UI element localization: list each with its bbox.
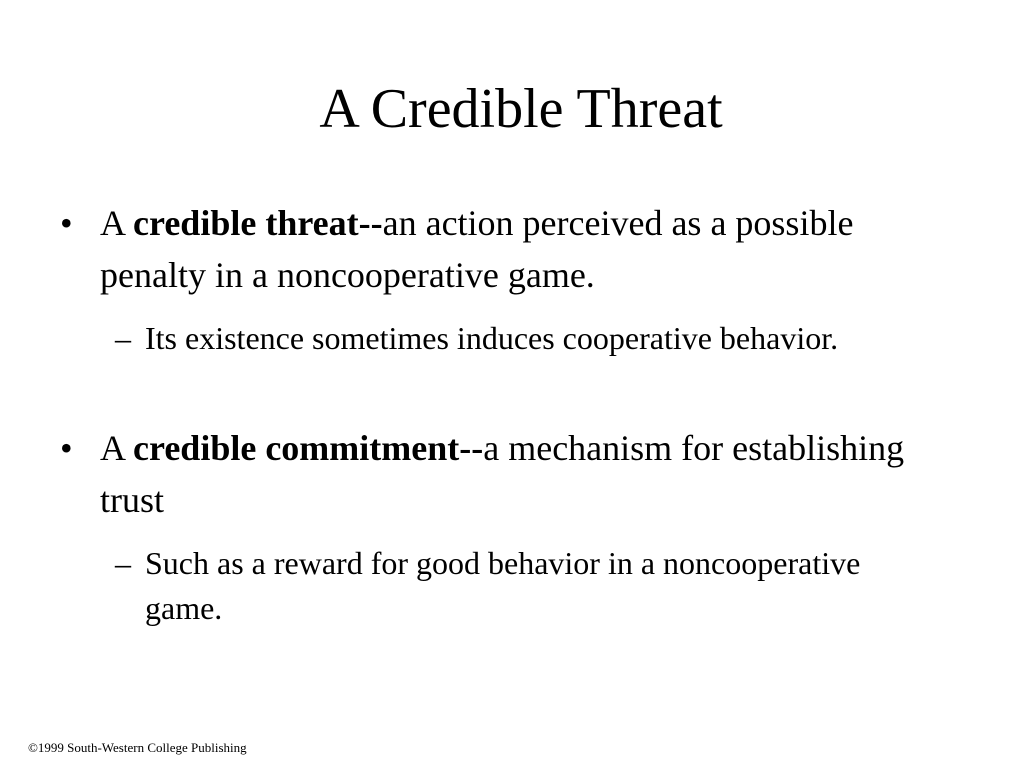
bullet-definition: a mechanism for establishing trust — [100, 428, 905, 520]
sub-bullet-reward — [115, 541, 895, 631]
bullet-prefix: A — [100, 428, 134, 468]
bullet-marker: • — [60, 428, 73, 468]
bullet-credible-commitment — [60, 422, 920, 526]
bullet-text — [100, 197, 920, 301]
sub-bullet-text: Its existence sometimes induces cooperative behavior. — [145, 320, 839, 356]
sub-bullet-text: Such as a reward for good behavior in a noncooperative game. — [145, 545, 861, 626]
bullet-prefix: A — [100, 203, 134, 243]
bullet-term: credible commitment-- — [133, 428, 484, 468]
copyright-footer: ©1999 South-Western College Publishing — [28, 740, 247, 755]
dash-marker: – — [115, 320, 131, 356]
bullet-definition: an action perceived as a possible penalty in a noncooperative game. — [100, 203, 854, 295]
bullet-term: credible threat-- — [133, 203, 383, 243]
bullet-marker: • — [60, 203, 73, 243]
sub-bullet-cooperative-behavior — [115, 316, 895, 361]
dash-marker: – — [115, 545, 131, 581]
slide-title: A Credible Threat — [319, 78, 723, 140]
bullet-text — [100, 422, 920, 526]
bullet-credible-threat — [60, 197, 920, 301]
